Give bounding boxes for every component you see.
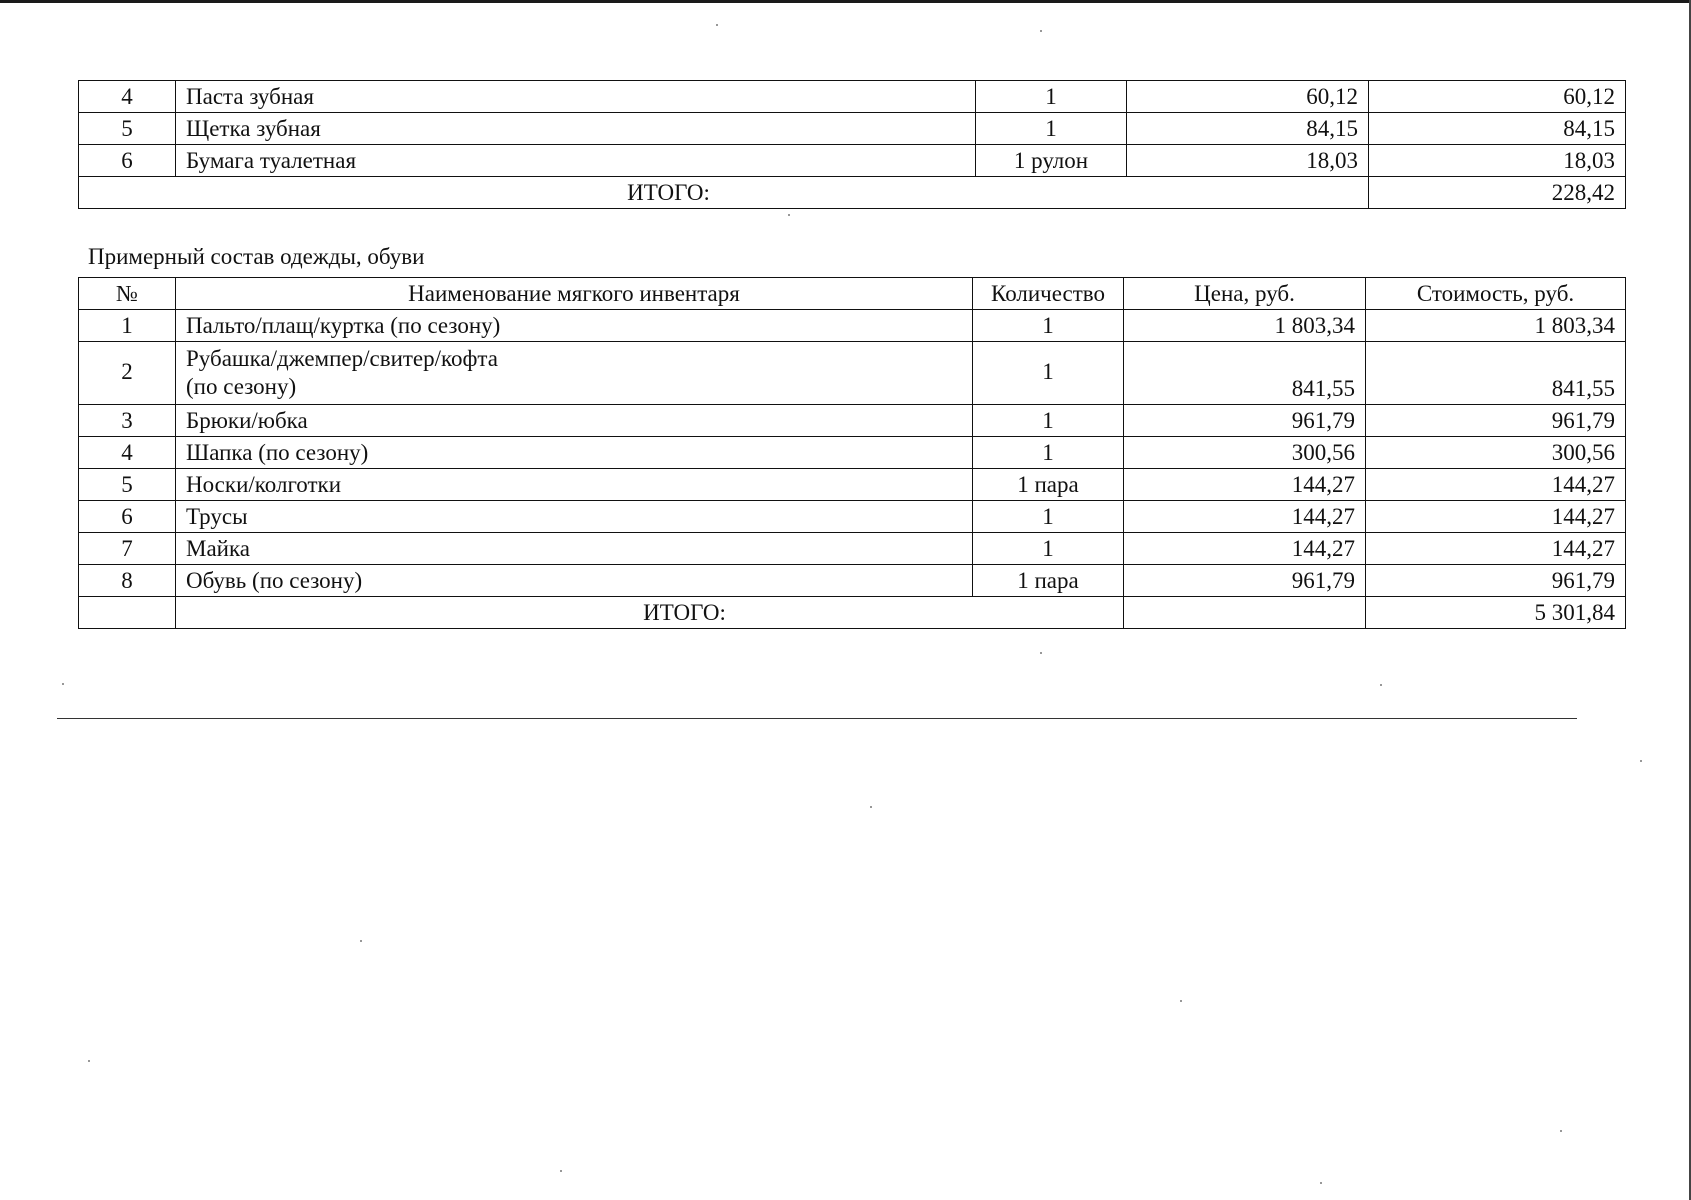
item-price: 60,12 xyxy=(1127,81,1369,113)
total-empty-cell xyxy=(79,597,176,629)
table-row xyxy=(79,342,1626,405)
horizontal-rule xyxy=(57,718,1577,719)
row-number: 6 xyxy=(79,501,176,533)
scan-speck xyxy=(716,24,718,26)
item-name: Щетка зубная xyxy=(176,113,976,145)
scan-speck xyxy=(788,214,790,216)
item-price: 1 803,34 xyxy=(1124,310,1366,342)
hygiene-items-table xyxy=(78,80,1626,209)
table-header-row xyxy=(79,278,1626,310)
row-number: 1 xyxy=(79,310,176,342)
item-cost: 18,03 xyxy=(1369,145,1626,177)
total-value: 5 301,84 xyxy=(1366,597,1626,629)
clothing-items-table xyxy=(78,277,1626,629)
item-name: Обувь (по сезону) xyxy=(176,565,973,597)
item-quantity: 1 xyxy=(976,81,1127,113)
item-quantity: 1 xyxy=(973,501,1124,533)
item-cost: 961,79 xyxy=(1366,405,1626,437)
item-cost: 1 803,34 xyxy=(1366,310,1626,342)
scan-speck xyxy=(62,683,64,685)
column-header-price: Цена, руб. xyxy=(1124,278,1366,310)
item-price: 18,03 xyxy=(1127,145,1369,177)
item-price: 144,27 xyxy=(1124,533,1366,565)
scan-speck xyxy=(1180,1000,1182,1002)
row-number: 3 xyxy=(79,405,176,437)
column-header-cost: Стоимость, руб. xyxy=(1366,278,1626,310)
table-row xyxy=(79,310,1626,342)
scan-speck xyxy=(360,940,362,942)
item-price: 84,15 xyxy=(1127,113,1369,145)
total-value: 228,42 xyxy=(1369,177,1626,209)
scan-speck xyxy=(88,1060,90,1062)
item-name: Паста зубная xyxy=(176,81,976,113)
table-row xyxy=(79,405,1626,437)
item-quantity: 1 xyxy=(973,405,1124,437)
item-quantity: 1 xyxy=(973,437,1124,469)
item-name: Бумага туалетная xyxy=(176,145,976,177)
item-name: Трусы xyxy=(176,501,973,533)
total-row xyxy=(79,597,1626,629)
item-name: Майка xyxy=(176,533,973,565)
item-quantity: 1 xyxy=(973,533,1124,565)
item-name-line: (по сезону) xyxy=(186,374,297,399)
table-row xyxy=(79,565,1626,597)
total-label: ИТОГО: xyxy=(79,177,1369,209)
table-row xyxy=(79,81,1626,113)
table-row xyxy=(79,113,1626,145)
item-quantity: 1 пара xyxy=(973,565,1124,597)
row-number: 8 xyxy=(79,565,176,597)
scan-speck xyxy=(1560,1130,1562,1132)
item-name: Брюки/юбка xyxy=(176,405,973,437)
item-cost: 300,56 xyxy=(1366,437,1626,469)
item-price: 961,79 xyxy=(1124,565,1366,597)
item-name xyxy=(176,342,973,405)
item-cost: 60,12 xyxy=(1369,81,1626,113)
item-quantity: 1 пара xyxy=(973,469,1124,501)
item-cost: 961,79 xyxy=(1366,565,1626,597)
row-number: 5 xyxy=(79,113,176,145)
row-number: 4 xyxy=(79,437,176,469)
column-header-name: Наименование мягкого инвентаря xyxy=(176,278,973,310)
column-header-number: № xyxy=(79,278,176,310)
item-price: 144,27 xyxy=(1124,501,1366,533)
item-price: 961,79 xyxy=(1124,405,1366,437)
table-row xyxy=(79,469,1626,501)
item-cost: 144,27 xyxy=(1366,469,1626,501)
row-number: 7 xyxy=(79,533,176,565)
scan-speck xyxy=(1040,652,1042,654)
item-name: Шапка (по сезону) xyxy=(176,437,973,469)
item-name: Пальто/плащ/куртка (по сезону) xyxy=(176,310,973,342)
column-header-quantity: Количество xyxy=(973,278,1124,310)
item-price: 300,56 xyxy=(1124,437,1366,469)
scan-speck xyxy=(1320,1182,1322,1184)
row-number: 6 xyxy=(79,145,176,177)
total-label: ИТОГО: xyxy=(176,597,1124,629)
table-row xyxy=(79,437,1626,469)
item-quantity: 1 xyxy=(976,113,1127,145)
section-title: Примерный состав одежды, обуви xyxy=(88,244,425,269)
row-number: 2 xyxy=(79,342,176,405)
table-row xyxy=(79,501,1626,533)
item-name-line: Рубашка/джемпер/свитер/кофта xyxy=(186,346,498,371)
table-row xyxy=(79,145,1626,177)
scan-speck xyxy=(560,1170,562,1172)
item-quantity: 1 xyxy=(973,342,1124,405)
row-number: 4 xyxy=(79,81,176,113)
item-cost: 841,55 xyxy=(1366,342,1626,405)
item-cost: 144,27 xyxy=(1366,533,1626,565)
item-quantity: 1 xyxy=(973,310,1124,342)
item-name: Носки/колготки xyxy=(176,469,973,501)
scan-speck xyxy=(870,806,872,808)
item-cost: 144,27 xyxy=(1366,501,1626,533)
page-top-edge xyxy=(0,0,1691,3)
item-price: 841,55 xyxy=(1124,342,1366,405)
scan-speck xyxy=(1040,30,1042,32)
item-cost: 84,15 xyxy=(1369,113,1626,145)
total-row xyxy=(79,177,1626,209)
scan-speck xyxy=(1640,760,1642,762)
total-empty-cell xyxy=(1124,597,1366,629)
table-row xyxy=(79,533,1626,565)
item-price: 144,27 xyxy=(1124,469,1366,501)
item-quantity: 1 рулон xyxy=(976,145,1127,177)
row-number: 5 xyxy=(79,469,176,501)
scan-speck xyxy=(1380,684,1382,686)
